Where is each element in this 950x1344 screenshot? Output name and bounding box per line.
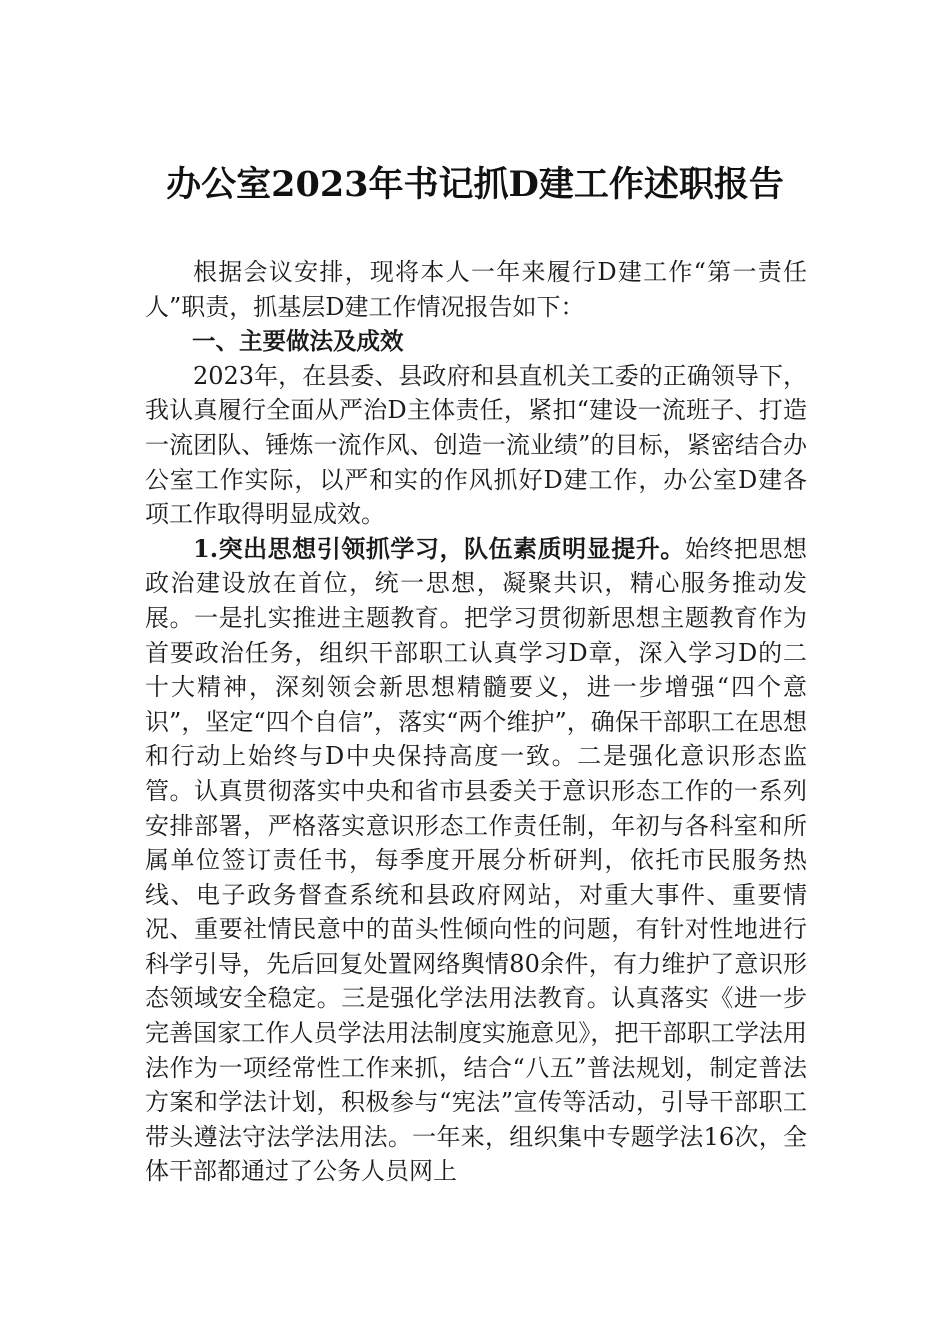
item-text: 始终把思想政治建设放在首位，统一思想，凝聚共识，精心服务推动发展。一是扎实推进主题教育。把学习贯彻新思想主题教育作为首要政治任务，组织干部职工认真学习D章，深入学习D的二十大精神，深刻领会新思想精髓要义，进一步增强“四个意识”，坚定“四个自信”，落实“两个维护”，确保干部职工在思想和行动上始终与D中央保持高度一致。二是强化意识形态监管。认真贯彻落实中央和省市县委关于意识形态工作的一系列安排部署，严格落实意识形态工作责任制，年初与各科室和所属单位签订责任书，每季度开展分析研判，依托市民服务热线、电子政务督查系统和县政府网站，对重大事件、重要情况、重要社情民意中的苗头性倾向性的问题，有针对性地进行科学引导，先后回复处置网络舆情80余件，有力维护了意识形态领域安全稳定。三是强化学法用法教育。认真落实《进一步完善国家工作人员学法用法制度实施意见》，把干部职工学法用法作为一项经常性工作来抓，结合“八五”普法规划，制定普法方案和学法计划，积极参与“宪法”宣传等活动，引导干部职工带头遵法守法学法用法。一年来，组织集中专题学法16次，全体干部都通过了公务人员网上 (145, 534, 807, 1186)
section-heading: 一、主要做法及成效 (192, 327, 404, 356)
intro-paragraph: 根据会议安排，现将本人一年来履行D建工作“第一责任人”职责，抓基层D建工作情况报告如下： (145, 258, 807, 321)
document-title: 办公室2023年书记抓D建工作述职报告 (166, 164, 784, 205)
document-body (145, 255, 807, 1189)
item-lead: 1.突出思想引领抓学习，队伍素质明显提升。 (193, 533, 685, 563)
item-paragraph (145, 532, 807, 1189)
section-paragraph: 2023年，在县委、县政府和县直机关工委的正确领导下，我认真履行全面从严治D主体责任，紧扣“建设一流班子、打造一流团队、锤炼一流作风、创造一流业绩”的目标，紧密结合办公室工作实际，以严和实的作风抓好D建工作，办公室D建各项工作取得明显成效。 (145, 361, 807, 529)
